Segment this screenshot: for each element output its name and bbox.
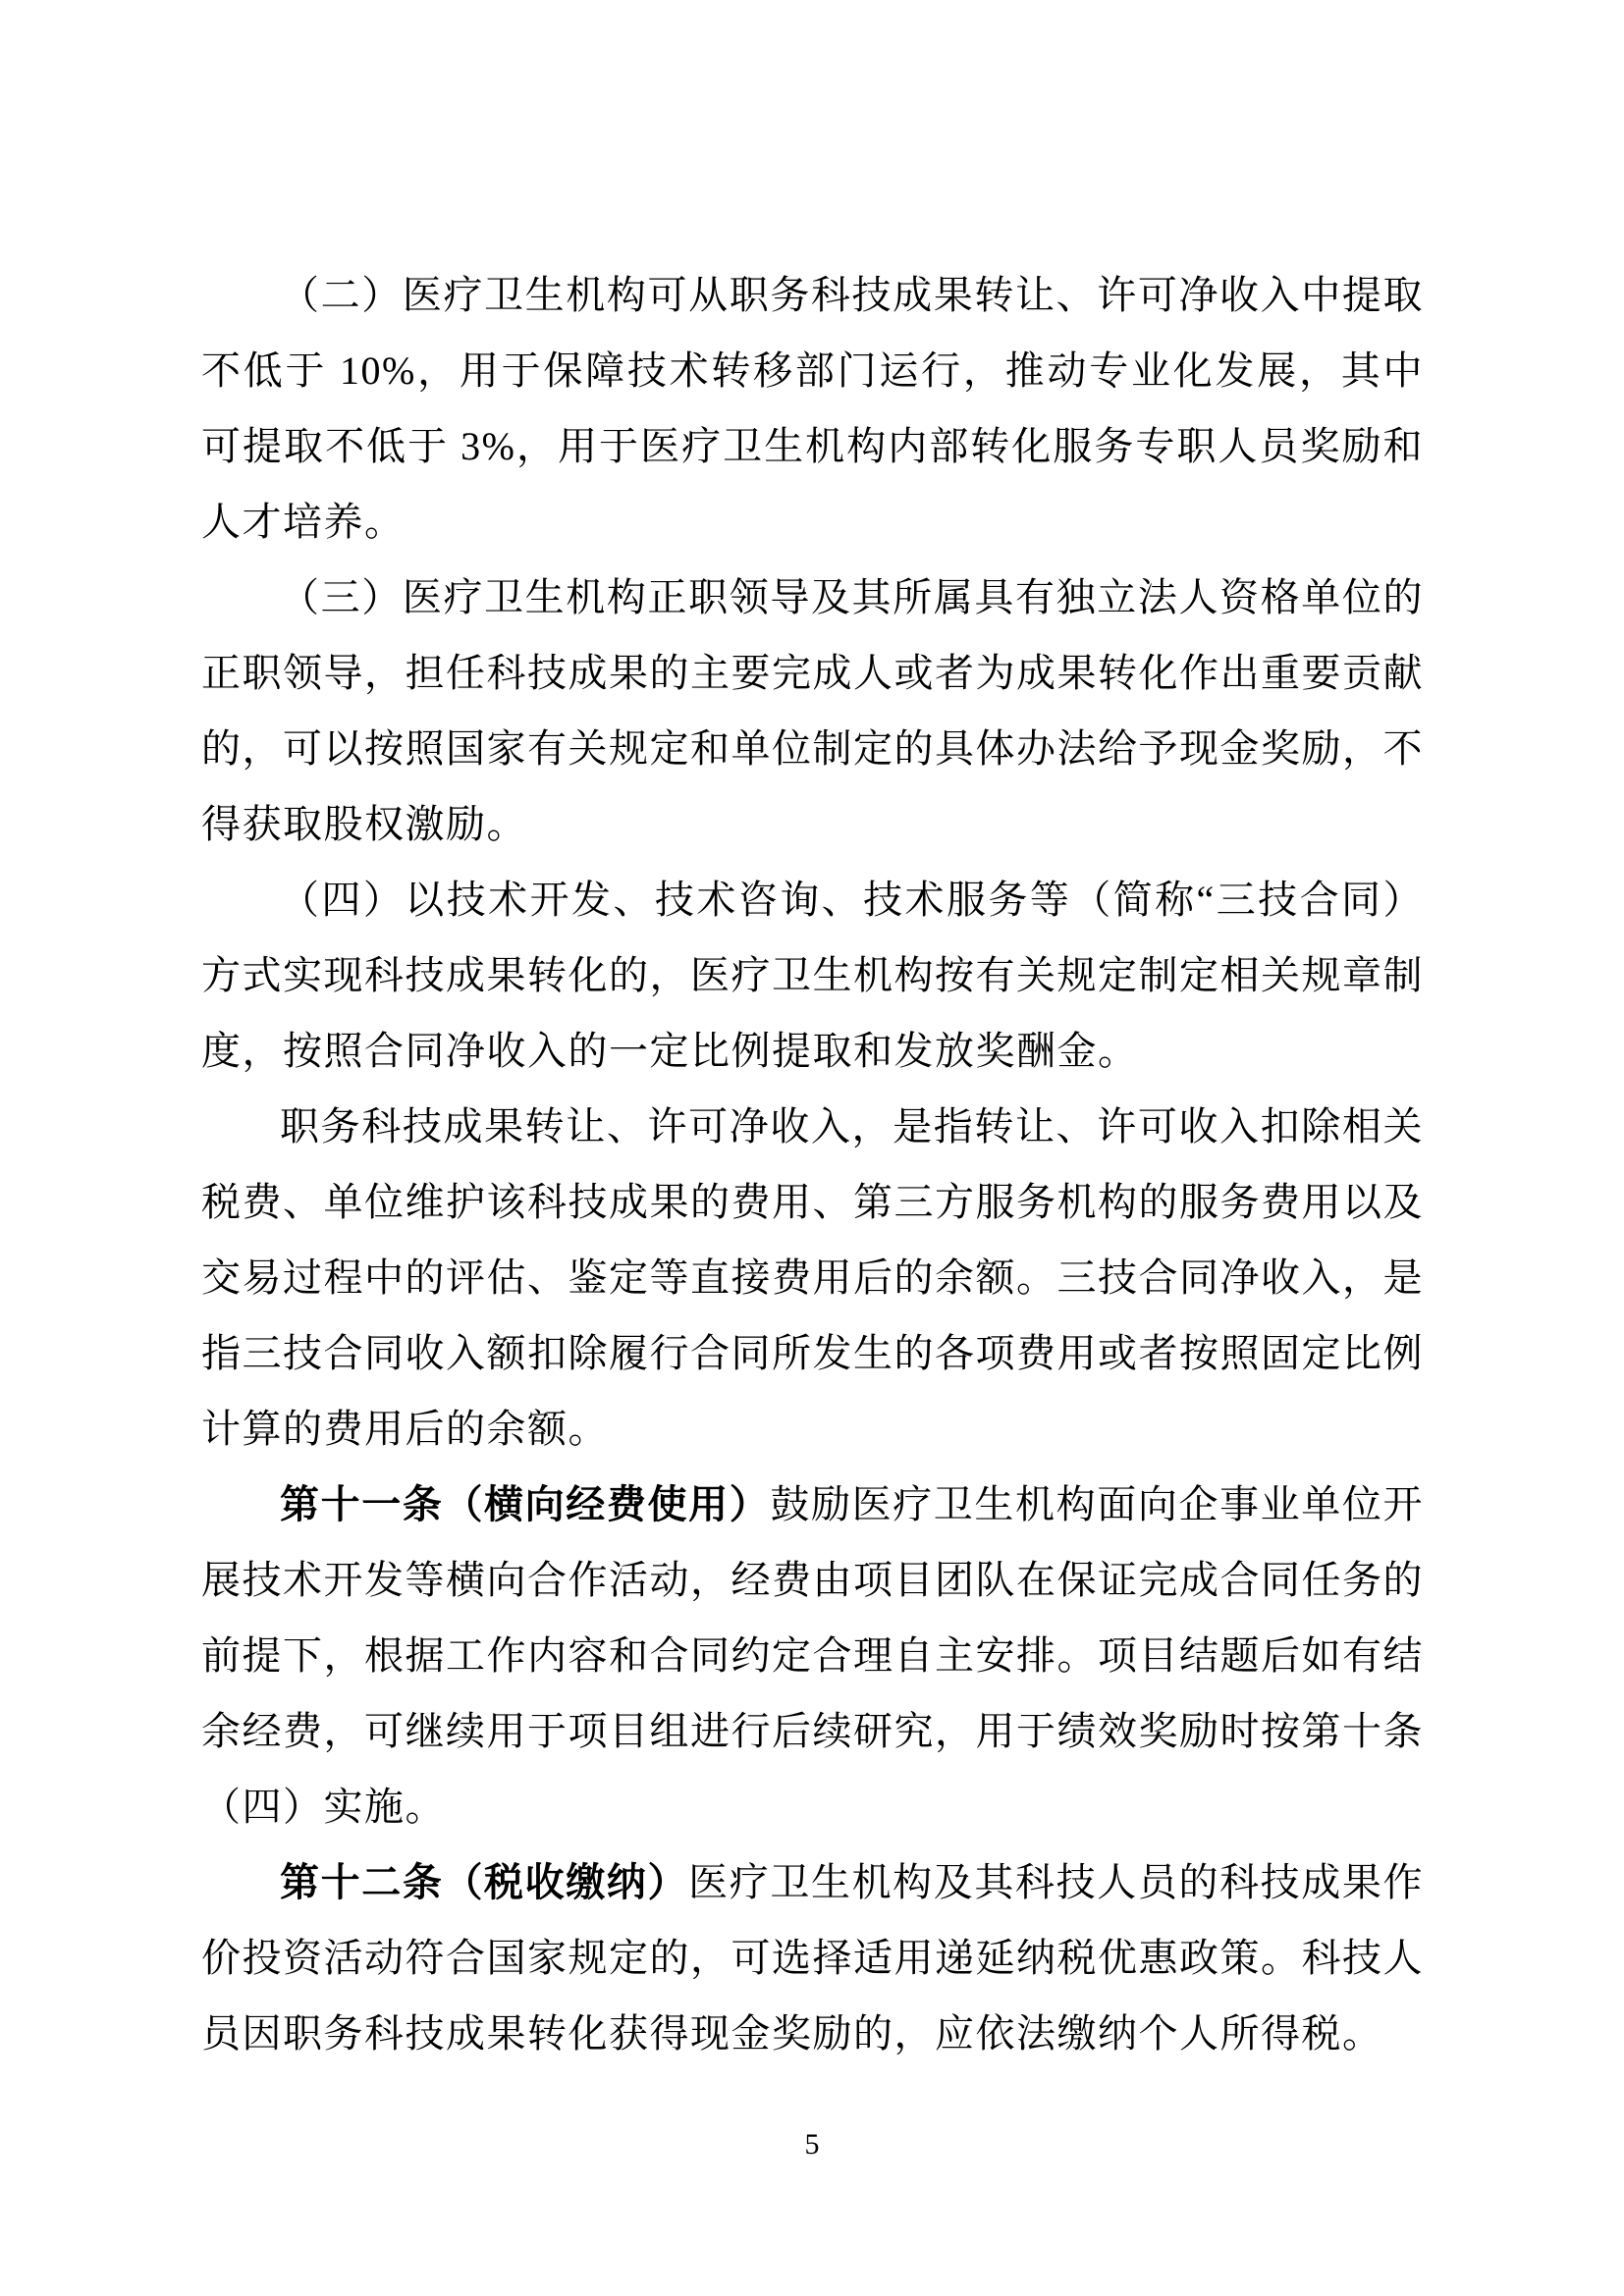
page-number: 5 [804,2128,820,2161]
document-body [201,257,1424,2071]
paragraph [201,257,1424,560]
text-run: （二）医疗卫生机构可从职务科技成果转让、许可净收入中提取不低于 10%，用于保障技术转移部门运行，推动专业化发展，其中可提取不低于 3%，用于医疗卫生机构内部转化服务专职人员奖励和人才培养。 [201,273,1424,544]
page-footer [0,2128,1624,2162]
text-run: （三）医疗卫生机构正职领导及其所属具有独立法人资格单位的正职领导，担任科技成果的主要完成人或者为成果转化作出重要贡献的，可以按照国家有关规定和单位制定的具体办法给予现金奖励，不得获取股权激励。 [201,575,1424,846]
paragraph [201,1467,1424,1844]
text-run: 鼓励医疗卫生机构面向企事业单位开展技术开发等横向合作活动，经费由项目团队在保证完成合同任务的前提下，根据工作内容和合同约定合理自主安排。项目结题后如有结余经费，可继续用于项目组进行后续研究，用于绩效奖励时按第十条（四）实施。 [201,1482,1425,1829]
text-run: 医疗卫生机构及其科技人员的科技成果作价投资活动符合国家规定的，可选择适用递延纳税优惠政策。科技人员因职务科技成果转化获得现金奖励的，应依法缴纳个人所得税。 [201,1860,1425,2056]
paragraph [201,1844,1424,2071]
paragraph [201,560,1424,862]
text-run: 职务科技成果转让、许可净收入，是指转让、许可收入扣除相关税费、单位维护该科技成果的费用、第三方服务机构的服务费用以及交易过程中的评估、鉴定等直接费用后的余额。三技合同净收入，是指三技合同收入额扣除履行合同所发生的各项费用或者按照固定比例计算的费用后的余额。 [201,1104,1424,1451]
article-heading-run: 第十二条（税收缴纳） [280,1860,689,1904]
article-heading-run: 第十一条（横向经费使用） [280,1482,771,1526]
paragraph [201,1089,1424,1467]
paragraph [201,862,1424,1089]
text-run: （四）以技术开发、技术咨询、技术服务等（简称“三技合同）方式实现科技成果转化的，医疗卫生机构按有关规定制定相关规章制度，按照合同净收入的一定比例提取和发放奖酬金。 [201,878,1424,1073]
